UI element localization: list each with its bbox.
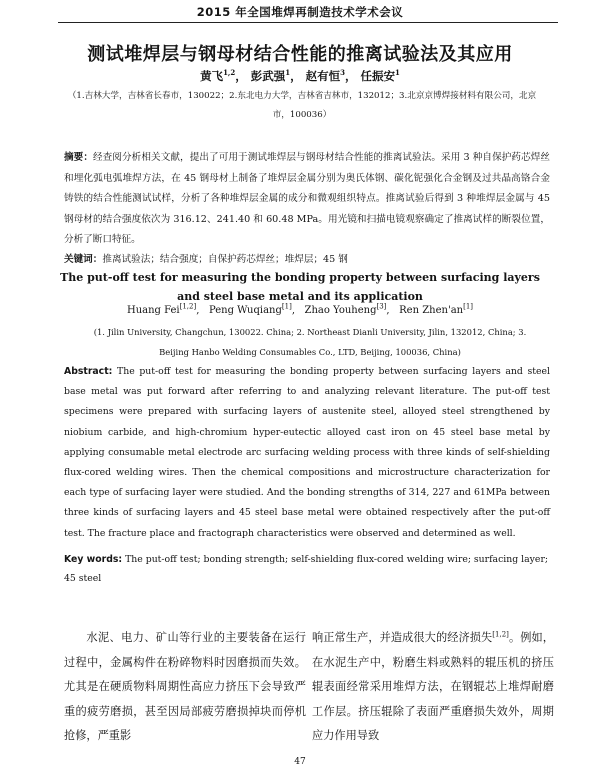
affiliation-zh: （1.吉林大学，吉林省长春市，130022；2.东北电力大学，吉林省吉林市，132012；3.北京京博焊接材料有限公司，北京市，100036） xyxy=(67,91,537,120)
abstract-zh-label: 摘要： xyxy=(64,152,94,163)
author-name: 赵有恒 xyxy=(305,69,341,83)
authors-en: Huang Fei[1,2], Peng Wuqiang[1], Zhao Youheng[3], Ren Zhen'an[1] xyxy=(126,302,474,316)
author-name: 彭武强 xyxy=(250,69,286,83)
abstract-zh-text: 经查阅分析相关文献，提出了可用于测试堆焊层与钢母材结合性能的推离试验法。采用 3 种自保护药芯焊丝和埋化弧电弧堆焊方法，在 45 钢母材上制备了堆焊层金属分别为奥氏体钢、碳化铌强化合金钢及过共晶高铬合金铸铁的结合性能测试试样，分析了各种堆焊层金属的成分和微观组织特点。推离试验后得到 3 种堆焊层金属与 45 钢母材的结合强度依次为 316.12、241.40 和 60.48 MPa。用光镜和扫描电镜观察确定了推离试样的断裂位置，分析了断口特征。 xyxy=(64,152,551,245)
affiliation-en: (1. Jilin University, Changchun, 130022. China; 2. Northeast Dianli University, Jilin, 132012, China; 3. Beijing Hanbo Welding Consumables Co., LTD, Beijing, 100036, China) xyxy=(93,327,527,357)
abstract-zh xyxy=(64,148,550,251)
author-sup: [1] xyxy=(281,302,292,311)
author-sup: [1] xyxy=(463,302,474,311)
body-column-left: 水泥、电力、矿山等行业的主要装备在运行过程中，金属构件在粉碎物料时因磨损而失效。尤其是在硬质物料周期性高应力挤压下会导致严重的疲劳磨损，甚至因局部疲劳磨损掉块而停机抢修，严重影 xyxy=(64,631,306,742)
author-name: Peng Wuqiang xyxy=(208,305,282,316)
abstract-en xyxy=(64,362,550,544)
body-right-text-cont: 。例如，在水泥生产中，粉磨生料或熟料的辊压机的挤压辊表面经常采用堆焊方法，在钢辊芯上堆焊耐磨工作层。挤压辊除了表面严重磨损失效外，周期应力作用导致 xyxy=(312,631,554,742)
keywords-en-label: Key words: xyxy=(64,554,123,565)
author-name: 黄飞 xyxy=(200,69,224,83)
keywords-en xyxy=(64,550,550,588)
title-en xyxy=(0,268,600,306)
author-sup: [1,2] xyxy=(179,302,197,311)
author-separator: ， xyxy=(345,69,357,83)
body-right-text: 响正常生产，并造成很大的经济损失 xyxy=(312,631,493,644)
body-column-right xyxy=(312,626,554,749)
author-sup: [3] xyxy=(376,302,387,311)
abstract-en-text: The put-off test for measuring the bonding property between surfacing layers and steel base metal was put forward after referring to and analyzing relevant literature. The put-off test specimens were prepared with surfacing layers of austenite steel, alloyed steel strengthened by niobium carbide, and high-chromium hyper-eutectic alloyed cast iron on 45 steel base metal by applying consumable metal electrode arc surfacing welding process with three kinds of self-shielding flux-cored welding wires. Then the chemical compositions and microstructure characterization for each type of surfacing layer were studied. And the bonding strengths of 314, 227 and 61MPa between three kinds of surfacing layers and 45 steel base metal were obtained respectively after the put-off test. The fracture place and fractograph characteristics were observed and determined as well. xyxy=(64,366,550,539)
author-name: Huang Fei xyxy=(126,305,180,316)
page-number: 47 xyxy=(294,757,306,767)
author-name: 任振安 xyxy=(360,69,396,83)
keywords-zh-label: 关键词： xyxy=(64,254,103,265)
author-separator: ， xyxy=(290,69,302,83)
author-name: Ren Zhen'an xyxy=(399,305,464,316)
keywords-zh-text: 推离试验法；结合强度；自保护药芯焊丝；堆焊层；45 钢 xyxy=(102,254,348,265)
author-sup: 1,2 xyxy=(223,68,236,78)
author-sup: 1 xyxy=(285,68,291,78)
author-separator: ， xyxy=(235,69,247,83)
running-header: 2015 年全国堆焊再制造技术学术会议 xyxy=(196,5,404,19)
citation: [1,2] xyxy=(492,630,509,639)
title-en-line: The put-off test for measuring the bonding property between surfacing layers xyxy=(60,271,540,284)
header-rule xyxy=(58,22,558,23)
author-sup: 3 xyxy=(340,68,346,78)
abstract-en-label: Abstract: xyxy=(64,366,113,377)
authors-zh xyxy=(0,68,600,84)
keywords-en-text: The put-off test; bonding strength; self-shielding flux-cored welding wire; surfacing layer; 45 steel xyxy=(64,554,549,584)
author-name: Zhao Youheng xyxy=(304,305,377,316)
title-zh: 测试堆焊层与钢母材结合性能的推离试验法及其应用 xyxy=(87,44,513,65)
title-en-line: and steel base metal and its application xyxy=(177,290,423,303)
author-sup: 1 xyxy=(395,68,400,78)
